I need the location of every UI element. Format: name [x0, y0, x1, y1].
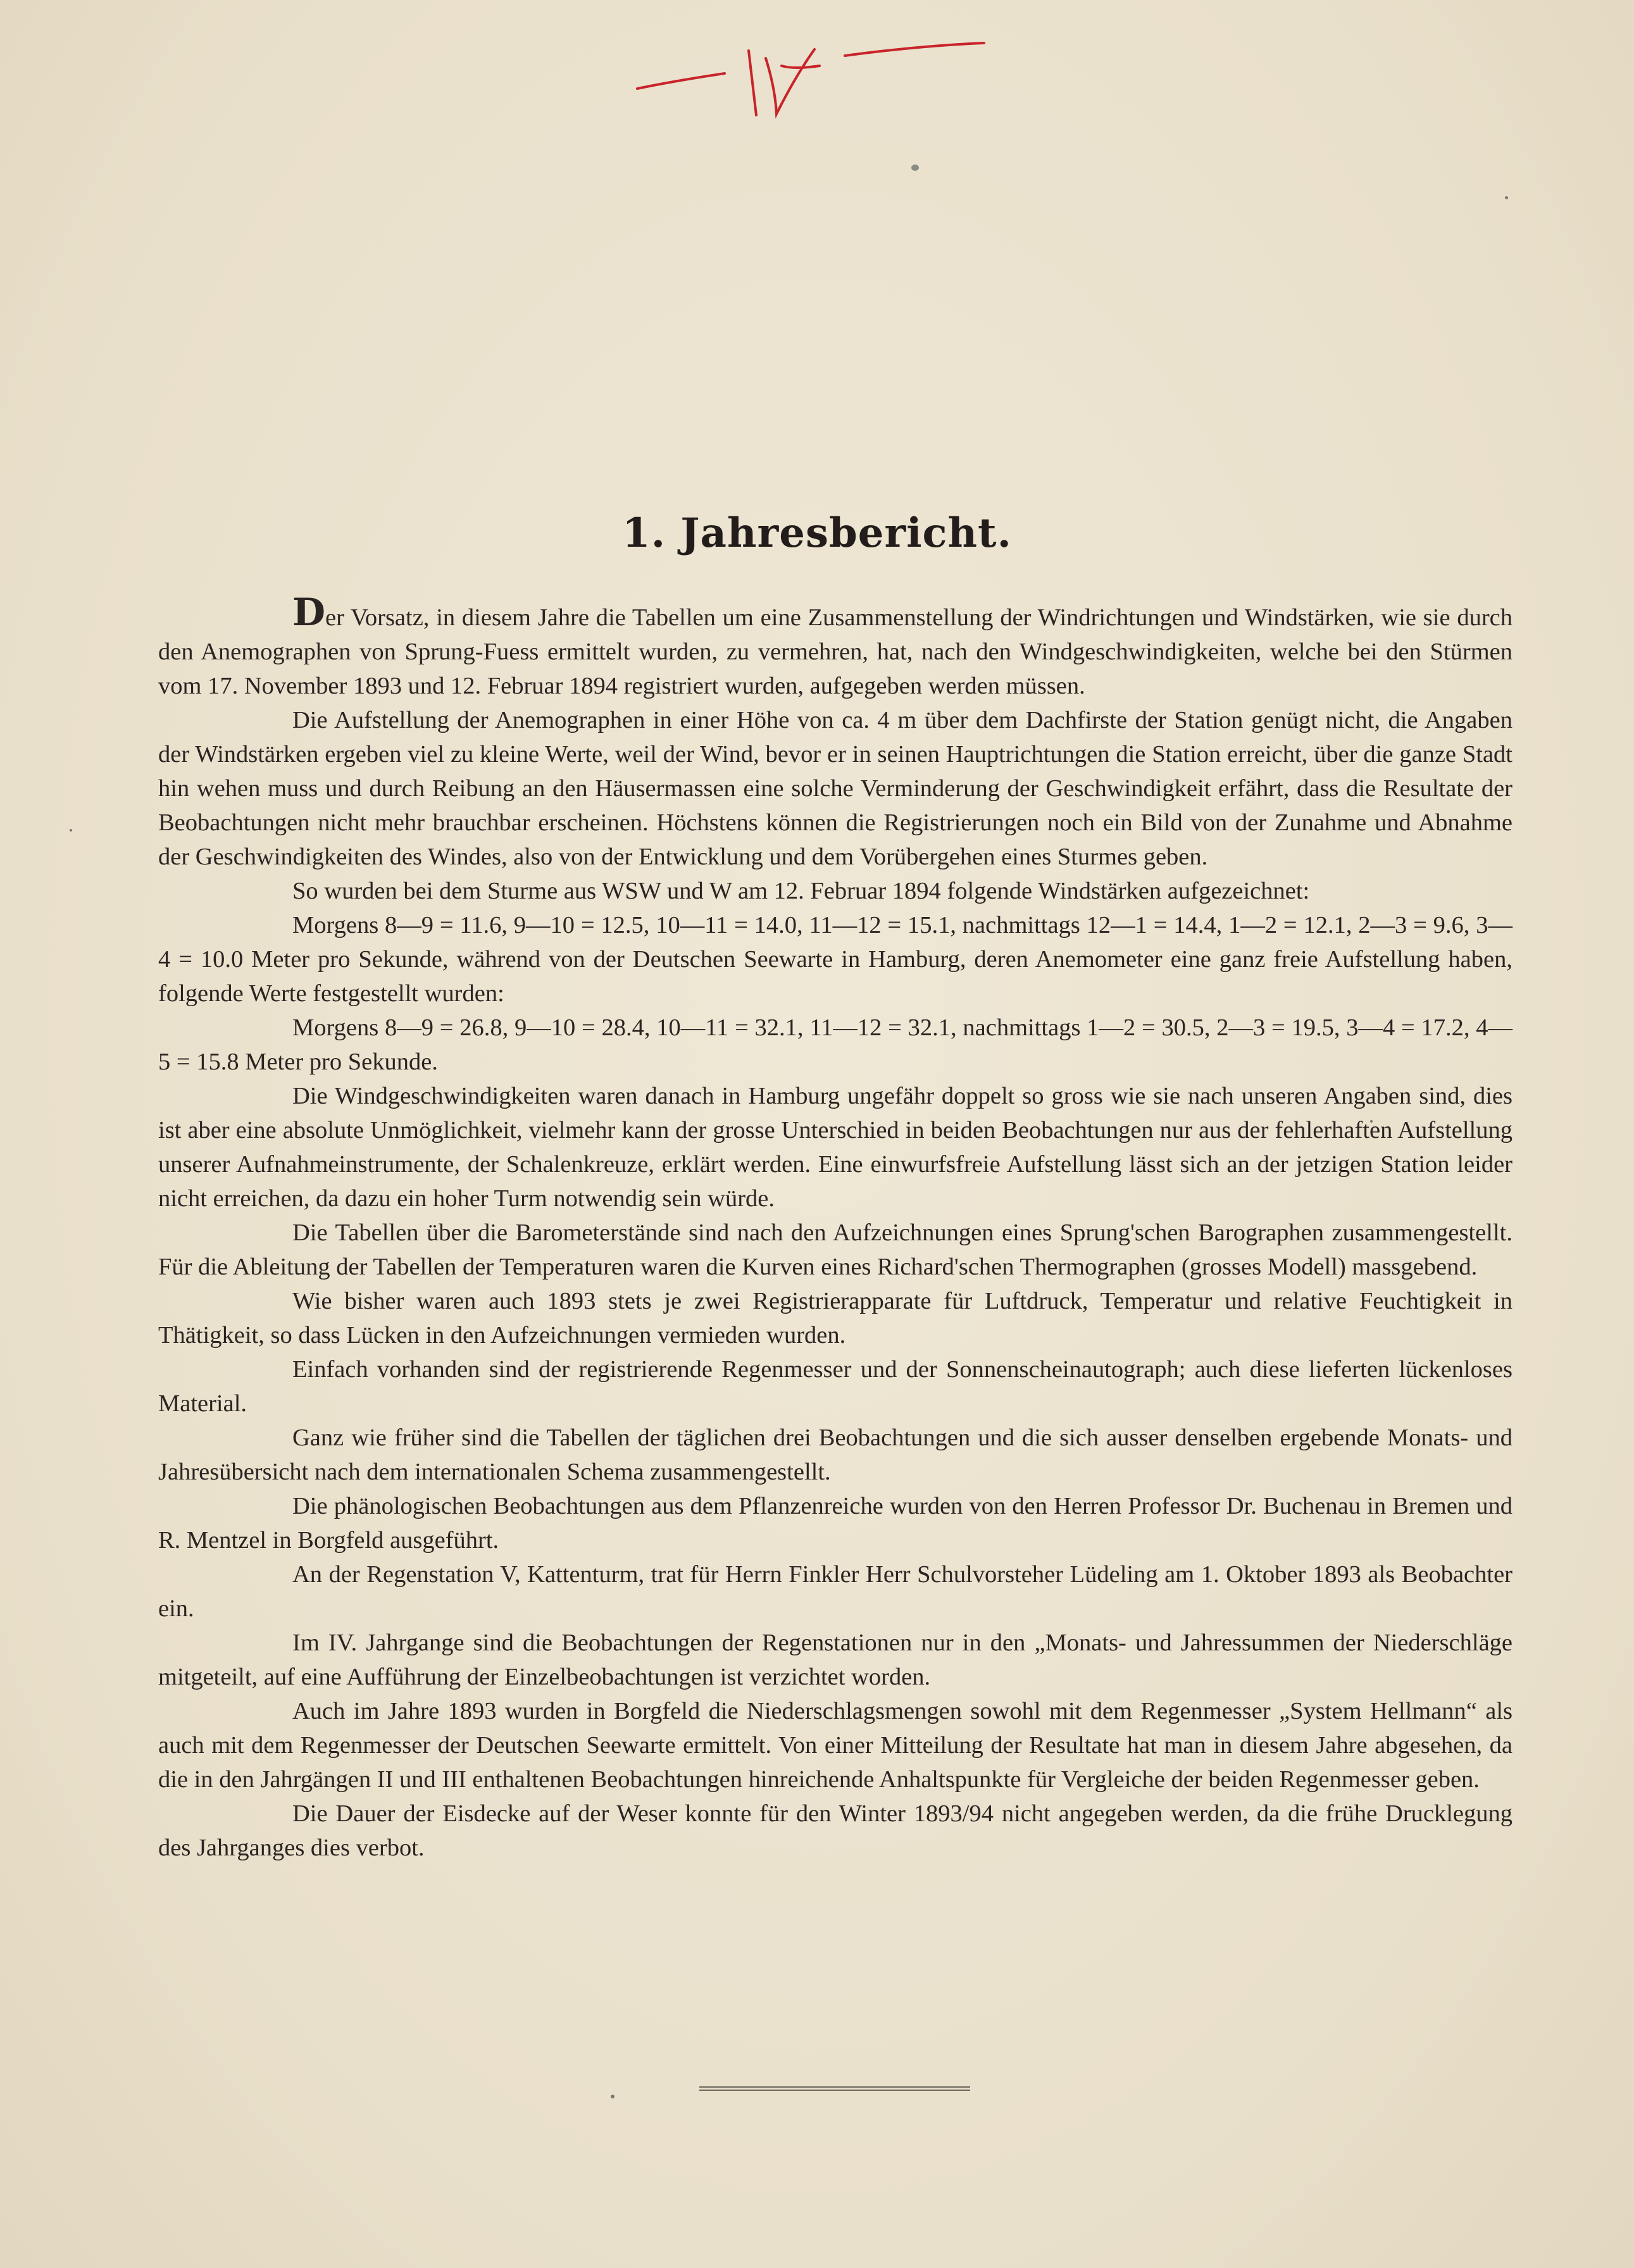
paragraph-10: Ganz wie früher sind die Tabellen der täglichen drei Beobachtungen und die sich ausser denselben ergebende Monats- und Jahresübersicht nach dem internationalen Schema zusammengestellt. — [158, 1424, 1512, 1485]
annotation-stroke-right — [845, 43, 984, 56]
drop-cap: D — [292, 590, 326, 635]
closing-double-rule — [699, 2086, 970, 2091]
paragraph-12: An der Regenstation V, Kattenturm, trat für Herrn Finkler Herr Schulvorsteher Lüdeling am 1. Oktober 1893 als Beobachter ein. — [158, 1561, 1512, 1622]
paragraph-8: Wie bisher waren auch 1893 stets je zwei Registrierapparate für Luftdruck, Temperatur und relative Feuchtigkeit in Thätigkeit, so dass Lücken in den Aufzeichnungen vermieden wurden. — [158, 1288, 1512, 1349]
paragraph-3: So wurden bei dem Sturme aus WSW und W am 12. Februar 1894 folgende Windstärken aufgezeichnet: — [292, 878, 1310, 904]
paragraph-14: Auch im Jahre 1893 wurden in Borgfeld die Niederschlagsmengen sowohl mit dem Regenmesser „System Hellmann“ als auch mit dem Regenmesser der Deutschen Seewarte ermittelt. Von einer Mitteilung der Resultate hat man in diesem Jahre abgesehen, da die in den Jahrgängen II und III enthaltenen Beobachtungen hinreichende Anhaltspunkte für Vergleiche der beiden Regenmesser geben. — [158, 1698, 1512, 1793]
annotation-stroke-left — [637, 73, 725, 89]
paragraph-2: Die Aufstellung der Anemographen in einer Höhe von ca. 4 m über dem Dachfirste der Station genügt nicht, die Angaben der Windstärken ergeben viel zu kleine Werte, weil der Wind, bevor er in seinen Hauptrichtungen die Station erreicht, über die ganze Stadt hin wehen muss und durch Reibung an den Häusermassen eine solche Verminderung der Geschwindigkeit erfährt, dass die Resultate der Beobachtungen nicht mehr brauchbar erscheinen. Höchstens können die Registrierungen noch ein Bild von der Zunahme und Abnahme der Geschwindigkeiten des Windes, also von der Entwicklung und dem Vorübergehen eines Sturmes geben. — [158, 707, 1512, 870]
paragraph-1: Der Vorsatz, in diesem Jahre die Tabellen um eine Zusammenstellung der Windrichtungen und Windstärken, wie sie durch den Anemographen von Sprung-Fuess ermittelt wurden, zu vermehren, hat, nach den Windgeschwindigkeiten, welche bei den Stürmen vom 17. November 1893 und 12. Februar 1894 registriert wurden, aufgegeben werden müssen. — [158, 590, 1512, 699]
paragraph-13: Im IV. Jahrgange sind die Beobachtungen der Regenstationen nur in den „Monats- und Jahressummen der Niederschläge mitgeteilt, auf eine Aufführung der Einzelbeobachtungen ist verzichtet worden. — [158, 1629, 1512, 1690]
paragraph-7: Die Tabellen über die Barometerstände sind nach den Aufzeichnungen eines Sprung'schen Barographen zusammengestellt. Für die Ableitung der Tabellen der Temperaturen waren die Kurven eines Richard'schen Thermographen (grosses Modell) massgebend. — [158, 1219, 1512, 1280]
annotation-stroke-v — [766, 49, 814, 114]
page-title: 1. Jahresbericht. — [622, 509, 1012, 557]
roman-numeral-annotation — [630, 25, 1009, 139]
paragraph-4: Morgens 8—9 = 11.6, 9—10 = 12.5, 10—11 = 14.0, 11—12 = 15.1, nachmittags 12—1 = 14.4, 1—2 = 12.1, 2—3 = 9.6, 3—4 = 10.0 Meter pro Sekunde, während von der Deutschen Seewarte in Hamburg, deren Anemometer eine ganz freie Aufstellung haben, folgende Werte festgestellt wurden: — [158, 912, 1512, 1007]
paragraph-6: Die Windgeschwindigkeiten waren danach in Hamburg ungefähr doppelt so gross wie sie nach unseren Angaben sind, dies ist aber eine absolute Unmöglichkeit, vielmehr kann der grosse Unterschied in beiden Beobachtungen nur aus der fehlerhaften Aufstellung unserer Aufnahmeinstrumente, der Schalenkreuze, erklärt werden. Eine einwurfsfreie Aufstellung lässt sich an der jetzigen Station leider nicht erreichen, da dazu ein hoher Turm notwendig sein würde. — [158, 1083, 1512, 1212]
paragraph-5: Morgens 8—9 = 26.8, 9—10 = 28.4, 10—11 = 32.1, 11—12 = 32.1, nachmittags 1—2 = 30.5, 2—3 = 19.5, 3—4 = 17.2, 4—5 = 15.8 Meter pro Sekunde. — [158, 1014, 1512, 1075]
annotation-stroke-i — [749, 51, 756, 115]
paragraph-15: Die Dauer der Eisdecke auf der Weser konnte für den Winter 1893/94 nicht angegeben werden, da die frühe Drucklegung des Jahrganges dies verbot. — [158, 1800, 1512, 1861]
paragraph-11: Die phänologischen Beobachtungen aus dem Pflanzenreiche wurden von den Herren Professor Dr. Buchenau in Bremen und R. Mentzel in Borgfeld ausgeführt. — [158, 1493, 1512, 1554]
report-body — [158, 590, 1512, 1865]
paragraph-9: Einfach vorhanden sind der registrierende Regenmesser und der Sonnenscheinautograph; auch diese lieferten lückenloses Material. — [158, 1356, 1512, 1417]
